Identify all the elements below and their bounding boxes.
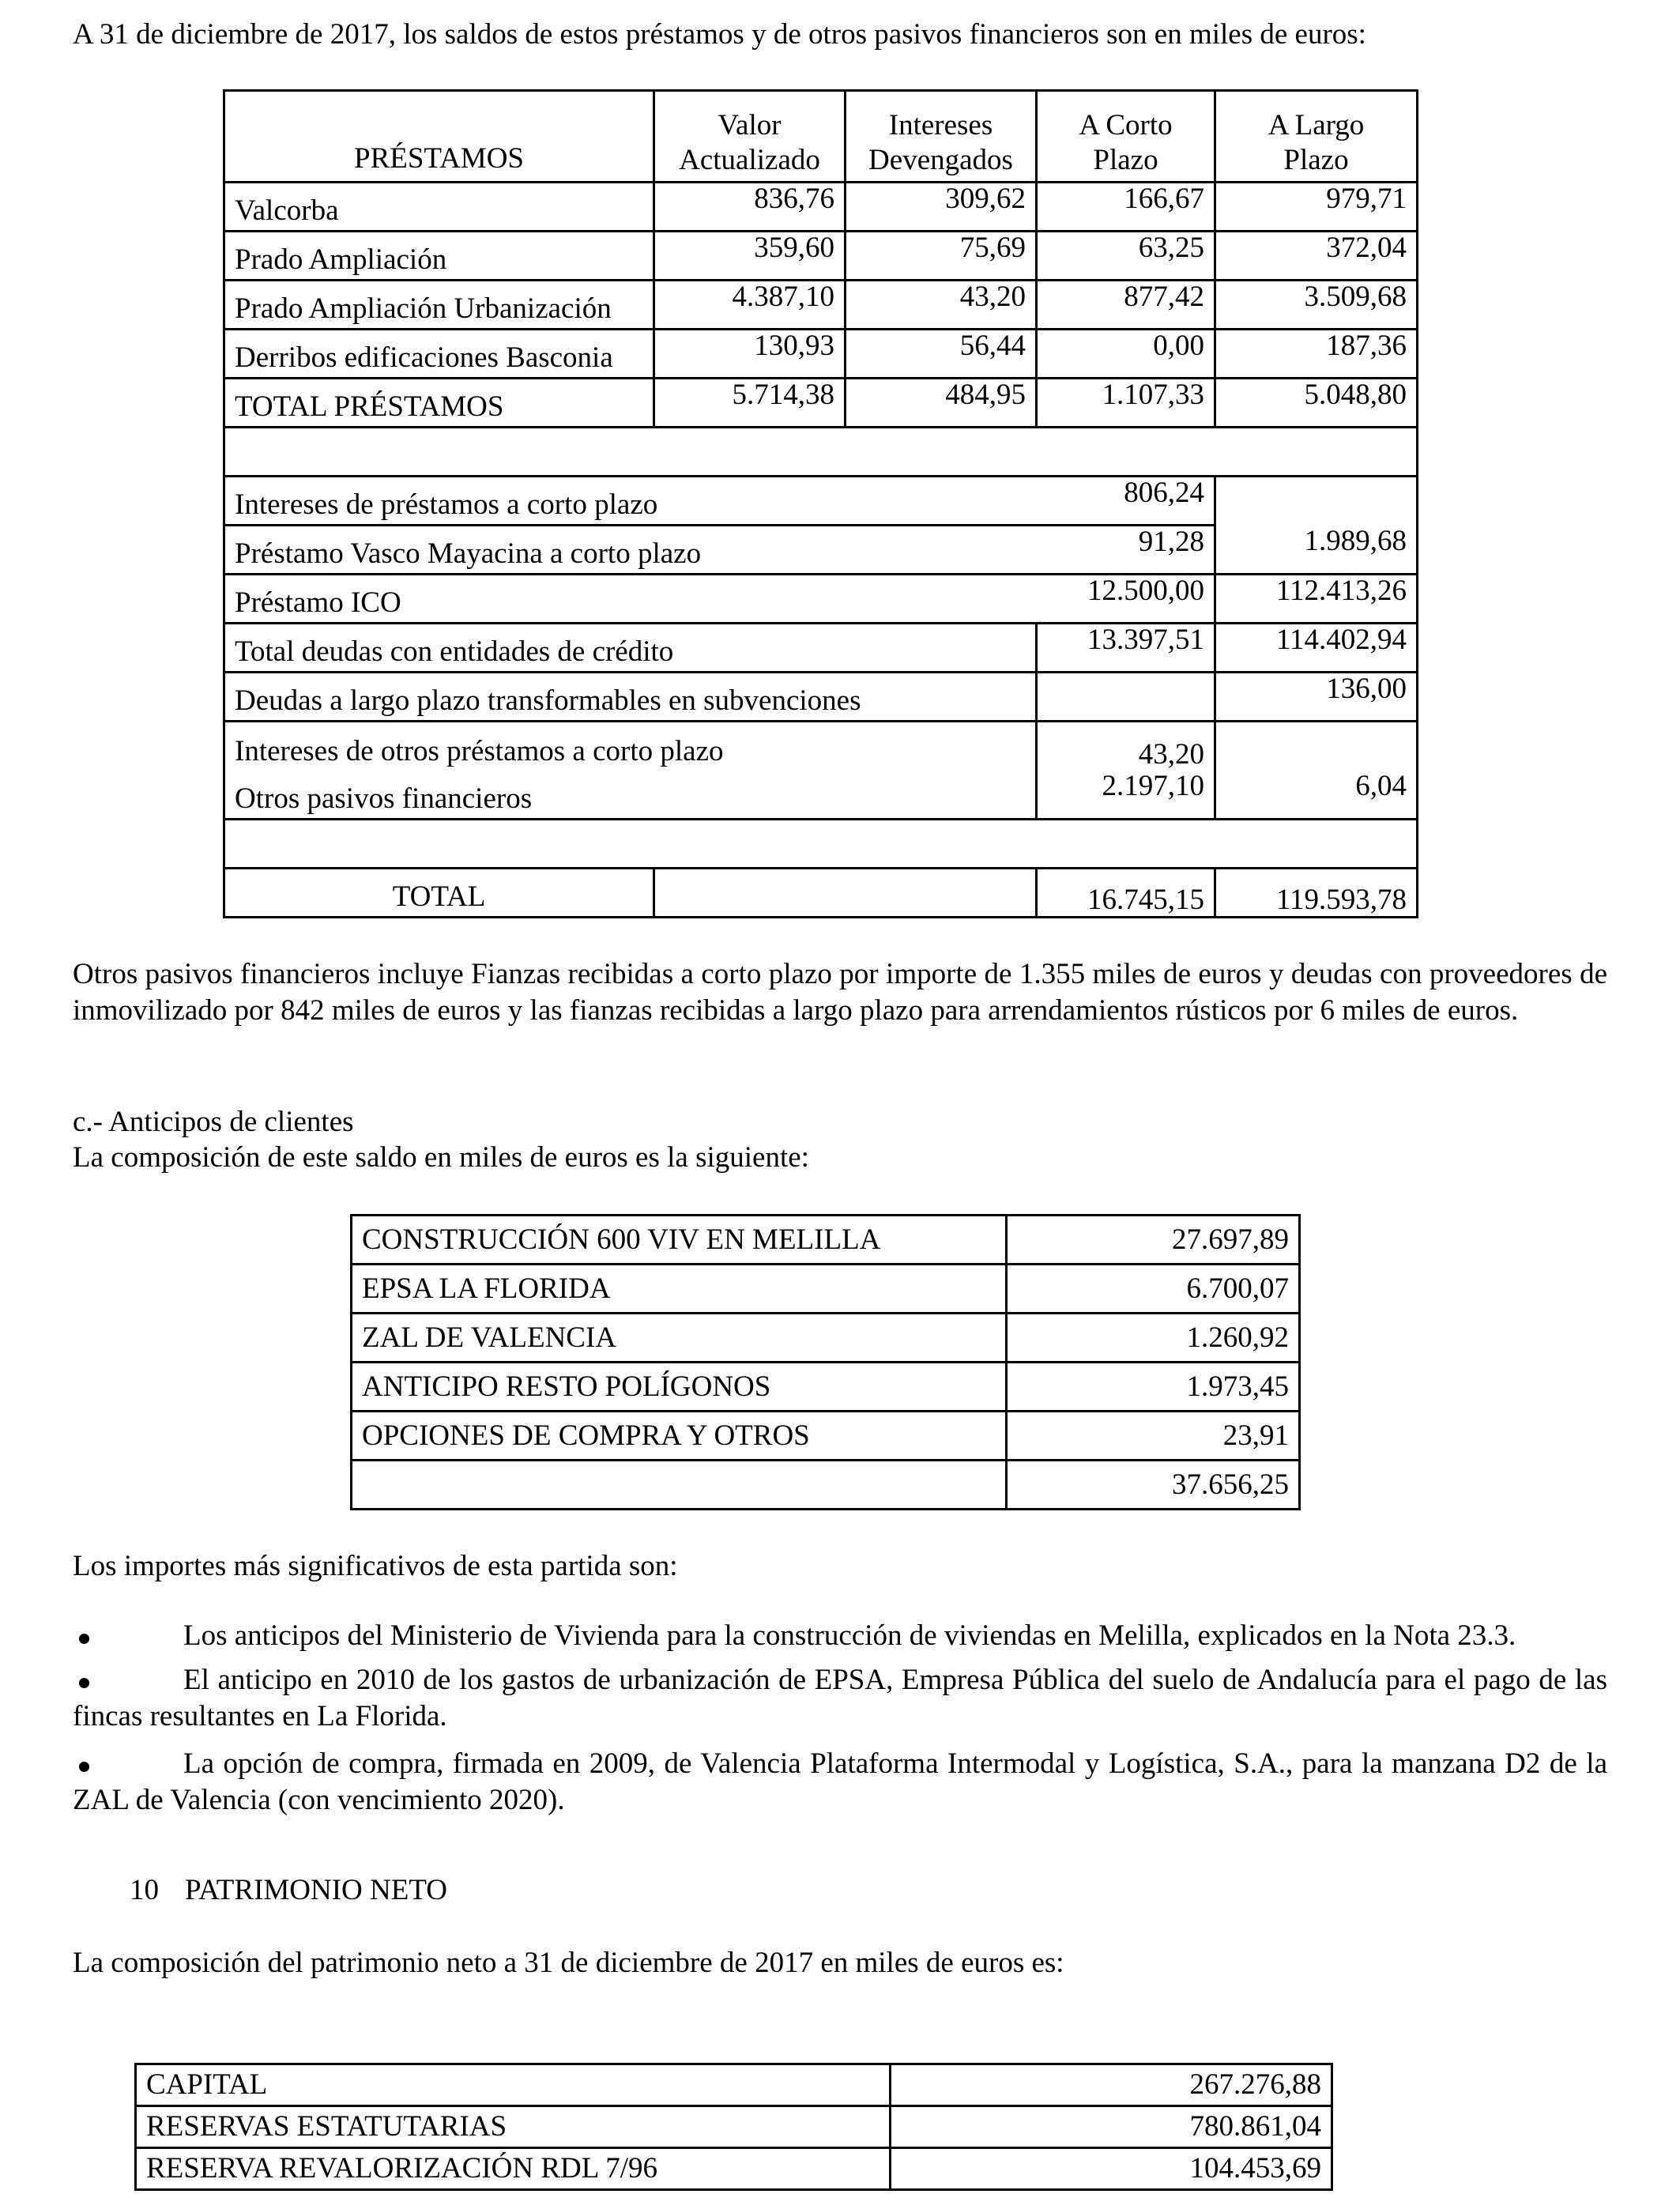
table-row	[352, 1412, 1300, 1461]
spacer-cell	[224, 820, 1418, 869]
other-largo: 114.402,94	[1215, 624, 1418, 673]
patrimonio-intro: La composición del patrimonio neto a 31 de diciembre de 2017 en miles de euros es:	[73, 1947, 1064, 1979]
table-row	[224, 673, 1418, 722]
loan-intereses: 75,69	[846, 232, 1037, 281]
other-corto: 12.500,00	[1087, 575, 1204, 607]
anticipo-label	[352, 1461, 1007, 1510]
other-largo: 136,00	[1215, 673, 1418, 722]
loan-corto: 0,00	[1037, 330, 1215, 379]
loans-table	[223, 89, 1418, 918]
bullet-item: Los anticipos del Ministerio de Vivienda para la construcción de viviendas en Melilla, explicados en la Nota 23.3.	[183, 1619, 1516, 1652]
anticipo-label: ZAL DE VALENCIA	[352, 1314, 1007, 1363]
header-valor-actualizado: Valor Actualizado	[654, 91, 846, 183]
other-corto	[1037, 673, 1215, 722]
header-a-corto-plazo: A Corto Plazo	[1037, 91, 1215, 183]
anticipos-heading: c.- Anticipos de clientes	[73, 1106, 354, 1138]
other-corto: 91,28	[1138, 526, 1204, 558]
total-empty	[654, 869, 1037, 918]
spacer-cell	[224, 428, 1418, 477]
other-label: Deudas a largo plazo transformables en subvenciones	[224, 673, 1037, 722]
table-row	[136, 2106, 1332, 2148]
patrimonio-label: CAPITAL	[136, 2064, 891, 2106]
anticipo-value: 23,91	[1007, 1412, 1300, 1461]
table-row-total-prestamos	[224, 379, 1418, 428]
loan-valor: 4.387,10	[654, 281, 846, 330]
table-row	[224, 477, 1418, 526]
table-row	[224, 183, 1418, 232]
patrimonio-table	[134, 2063, 1333, 2191]
other-largo: 6,04	[1215, 771, 1418, 820]
loan-intereses: 56,44	[846, 330, 1037, 379]
loan-label: Valcorba	[224, 183, 654, 232]
loan-largo: 372,04	[1215, 232, 1418, 281]
table-row-total	[224, 869, 1418, 918]
anticipo-value: 27.697,89	[1007, 1216, 1300, 1265]
table-row	[136, 2064, 1332, 2106]
anticipo-value: 1.260,92	[1007, 1314, 1300, 1363]
table-row	[352, 1363, 1300, 1412]
other-label: Otros pasivos financieros	[224, 771, 1037, 820]
header-prestamos: PRÉSTAMOS	[224, 91, 654, 183]
loan-valor: 130,93	[654, 330, 846, 379]
anticipo-value: 6.700,07	[1007, 1265, 1300, 1314]
other-corto: 43,20	[1037, 722, 1215, 771]
spacer-row	[224, 820, 1418, 869]
patrimonio-value: 104.453,69	[891, 2148, 1332, 2190]
other-label: Intereses de préstamos a corto plazo 806,24	[224, 477, 1215, 526]
other-label: Préstamo ICO 12.500,00	[224, 575, 1215, 624]
loan-valor: 5.714,38	[654, 379, 846, 428]
other-label: Total deudas con entidades de crédito	[224, 624, 1037, 673]
loan-corto: 63,25	[1037, 232, 1215, 281]
loan-label: Prado Ampliación Urbanización	[224, 281, 654, 330]
loan-largo: 187,36	[1215, 330, 1418, 379]
anticipos-intro: La composición de este saldo en miles de euros es la siguiente:	[73, 1141, 809, 1174]
bullet-item: El anticipo en 2010 de los gastos de urbanización de EPSA, Empresa Pública del suelo de Andalucía para el pago de las fincas resultantes en La Florida.	[73, 1664, 1607, 1732]
other-largo: 1.989,68	[1215, 526, 1418, 575]
anticipo-value: 1.973,45	[1007, 1363, 1300, 1412]
spacer-row	[224, 428, 1418, 477]
anticipo-label: ANTICIPO RESTO POLÍGONOS	[352, 1363, 1007, 1412]
table-row	[224, 624, 1418, 673]
table-row	[224, 771, 1418, 820]
other-label: Préstamo Vasco Mayacina a corto plazo 91,28	[224, 526, 1215, 575]
section-number: 10	[130, 1874, 159, 1906]
bullet-item: La opción de compra, firmada en 2009, de Valencia Plataforma Intermodal y Logística, S.A., para la manzana D2 de la ZAL de Valencia (con vencimiento 2020).	[73, 1747, 1607, 1816]
table-row	[224, 281, 1418, 330]
anticipo-label: OPCIONES DE COMPRA Y OTROS	[352, 1412, 1007, 1461]
other-corto: 13.397,51	[1037, 624, 1215, 673]
loan-largo: 979,71	[1215, 183, 1418, 232]
total-largo: 119.593,78	[1215, 869, 1418, 918]
loan-intereses: 43,20	[846, 281, 1037, 330]
loan-largo: 5.048,80	[1215, 379, 1418, 428]
total-label: TOTAL	[224, 869, 654, 918]
importes-intro: Los importes más significativos de esta partida son:	[73, 1550, 678, 1582]
table-row-total	[352, 1461, 1300, 1510]
loan-corto: 1.107,33	[1037, 379, 1215, 428]
loan-corto: 877,42	[1037, 281, 1215, 330]
loan-corto: 166,67	[1037, 183, 1215, 232]
patrimonio-value: 267.276,88	[891, 2064, 1332, 2106]
other-largo: 112.413,26	[1215, 575, 1418, 624]
table-row	[224, 330, 1418, 379]
header-a-largo-plazo: A Largo Plazo	[1215, 91, 1418, 183]
anticipo-label: EPSA LA FLORIDA	[352, 1265, 1007, 1314]
table-row	[224, 722, 1418, 771]
loan-intereses: 309,62	[846, 183, 1037, 232]
table-row	[224, 526, 1418, 575]
table-row	[352, 1314, 1300, 1363]
patrimonio-label: RESERVA REVALORIZACIÓN RDL 7/96	[136, 2148, 891, 2190]
loans-header-row	[224, 91, 1418, 183]
table-row	[352, 1265, 1300, 1314]
other-largo	[1215, 477, 1418, 526]
loan-valor: 359,60	[654, 232, 846, 281]
loan-largo: 3.509,68	[1215, 281, 1418, 330]
other-label: Intereses de otros préstamos a corto plazo	[224, 722, 1037, 771]
loan-valor: 836,76	[654, 183, 846, 232]
table-row	[352, 1216, 1300, 1265]
loan-label: TOTAL PRÉSTAMOS	[224, 379, 654, 428]
intro-text: A 31 de diciembre de 2017, los saldos de estos préstamos y de otros pasivos financieros son en miles de euros:	[73, 18, 1366, 51]
otros-pasivos-paragraph: Otros pasivos financieros incluye Fianzas recibidas a corto plazo por importe de 1.355 miles de euros y deudas con proveedores de inmovilizado por 842 miles de euros y las fianzas recibidas a largo plazo para arrendamientos rústicos por 6 miles de euros.	[73, 958, 1607, 1027]
loan-intereses: 484,95	[846, 379, 1037, 428]
table-row	[224, 232, 1418, 281]
header-intereses-devengados: Intereses Devengados	[846, 91, 1037, 183]
section-title: PATRIMONIO NETO	[185, 1874, 448, 1906]
anticipo-total: 37.656,25	[1007, 1461, 1300, 1510]
loan-label: Derribos edificaciones Basconia	[224, 330, 654, 379]
anticipos-table	[350, 1214, 1301, 1510]
anticipo-label: CONSTRUCCIÓN 600 VIV EN MELILLA	[352, 1216, 1007, 1265]
table-row	[224, 575, 1418, 624]
table-row	[136, 2148, 1332, 2190]
patrimonio-value: 780.861,04	[891, 2106, 1332, 2148]
other-largo	[1215, 722, 1418, 771]
loan-label: Prado Ampliación	[224, 232, 654, 281]
total-corto: 16.745,15	[1037, 869, 1215, 918]
patrimonio-label: RESERVAS ESTATUTARIAS	[136, 2106, 891, 2148]
other-corto: 2.197,10	[1037, 771, 1215, 820]
other-corto: 806,24	[1124, 477, 1204, 509]
